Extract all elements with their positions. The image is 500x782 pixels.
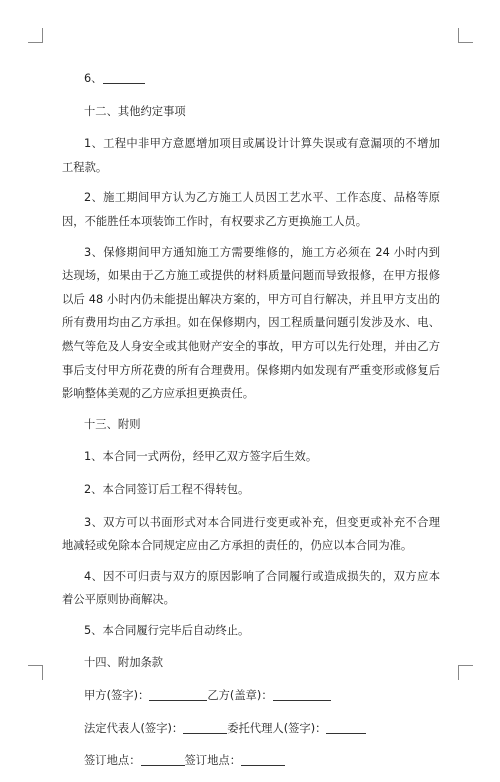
section-13-paragraph-4: 4、因不可归责与双方的原因影响了合同履行或造成损失的，双方应本着公平原则协商解决。 xyxy=(62,569,440,607)
crop-mark-top-right xyxy=(458,28,473,43)
crop-mark-bottom-right xyxy=(458,665,473,680)
agent-sign-blank xyxy=(326,719,366,734)
item-6-label: 6、 xyxy=(84,72,103,85)
section-12-paragraph-2: 2、施工期间甲方认为乙方施工人员因工艺水平、工作态度、品格等原因，不能胜任本项装饰工作时，有权要求乙方更换施工人员。 xyxy=(62,191,440,228)
signature-line-locations xyxy=(62,749,440,773)
sign-location-label-1: 签订地点： xyxy=(84,754,141,768)
legal-rep-sign-label: 法定代表人(签字)： xyxy=(84,721,184,735)
signature-line-representatives xyxy=(62,717,440,741)
section-12-title: 十二、其他约定事项 xyxy=(84,104,186,118)
sign-location-blank-1 xyxy=(141,751,185,766)
party-b-seal-label: 乙方(盖章)： xyxy=(207,689,273,703)
section-13-title: 十三、附则 xyxy=(84,417,141,431)
section-12-paragraph-1: 1、工程中非甲方意愿增加项目或属设计计算失误或有意漏项的不增加工程款。 xyxy=(62,137,440,174)
section-13-paragraph-1: 1、本合同一式两份，经甲乙双方签字后生效。 xyxy=(84,450,318,464)
item-6-blank xyxy=(103,69,145,84)
party-a-sign-label: 甲方(签字)： xyxy=(84,689,150,703)
signature-line-party-a-b xyxy=(62,684,440,708)
crop-mark-top-left xyxy=(28,28,43,43)
party-b-seal-blank xyxy=(273,686,331,701)
section-13-paragraph-3: 3、双方可以书面形式对本合同进行变更或补充，但变更或补充不合理地减轻或免除本合同规定应由乙方承担的责任的，仍应以本合同为准。 xyxy=(62,515,440,553)
legal-rep-sign-blank xyxy=(183,719,227,734)
section-13-paragraph-2: 2、本合同签订后工程不得转包。 xyxy=(84,482,250,496)
agent-sign-label: 委托代理人(签字)： xyxy=(227,721,327,735)
section-12-paragraph-3: 3、保修期间甲方通知施工方需要维修的，施工方必须在 24 小时内到达现场，如果由于乙方施工或提供的材料质量问题而导致报修，在甲方报修以后 48 小时内仍未能提出解决方案的，甲方可自行解决，并且甲方支出的所有费用均由乙方承担。如在保修期内，因工程质量问题引发涉及水、电、燃气等危及人身安全或其他财产安全的事故，甲方可以先行处理，并由乙方事后支付甲方所花费的所有合理费用。保修期内如发现有严重变形或修复后影响整体美观的乙方应承担更换责任。 xyxy=(62,245,440,401)
crop-mark-bottom-left xyxy=(28,665,43,680)
document-body xyxy=(62,67,440,782)
sign-location-blank-2 xyxy=(241,751,285,766)
section-14-title: 十四、附加条款 xyxy=(84,656,164,670)
sign-location-label-2: 签订地点： xyxy=(184,754,241,768)
item-6 xyxy=(62,67,440,91)
section-13-paragraph-5: 5、本合同履行完毕后自动终止。 xyxy=(84,623,250,637)
party-a-sign-blank xyxy=(149,686,207,701)
